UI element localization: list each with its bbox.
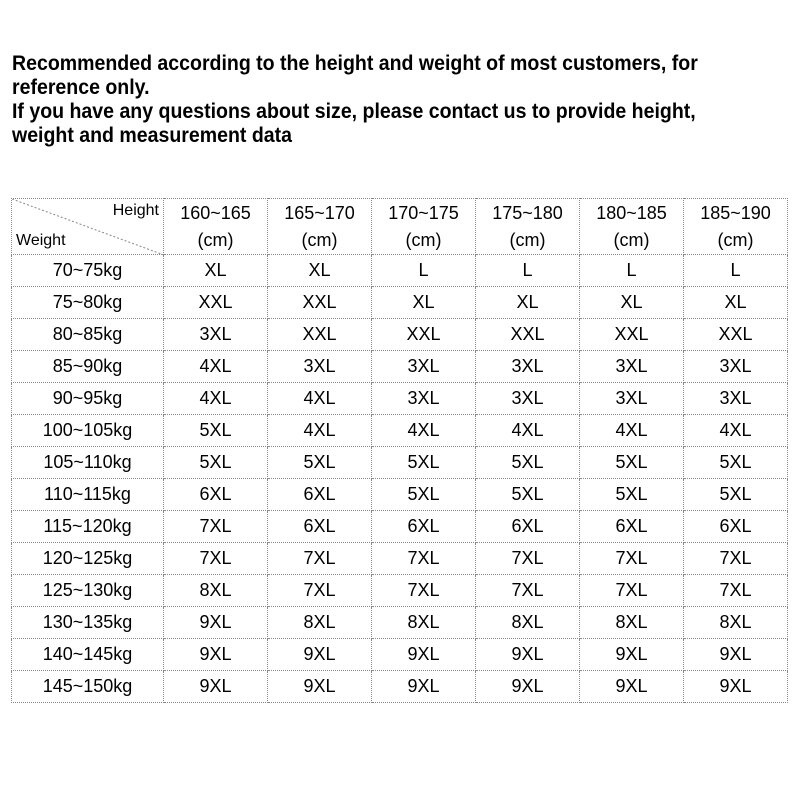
height-column-header: [164, 199, 268, 255]
intro-text: [12, 52, 737, 148]
size-table-body: [12, 255, 788, 703]
table-row: [12, 383, 788, 415]
weight-cell: 145~150kg: [12, 671, 164, 703]
size-cell: 5XL: [684, 479, 788, 511]
size-cell: XL: [684, 287, 788, 319]
size-cell: XL: [268, 255, 372, 287]
size-cell: 9XL: [164, 671, 268, 703]
table-row: [12, 543, 788, 575]
height-unit: (cm): [405, 229, 442, 250]
size-cell: 6XL: [476, 511, 580, 543]
size-cell: XL: [372, 287, 476, 319]
table-row: [12, 511, 788, 543]
size-cell: 9XL: [476, 639, 580, 671]
weight-cell: 75~80kg: [12, 287, 164, 319]
weight-cell: 120~125kg: [12, 543, 164, 575]
table-row: [12, 639, 788, 671]
table-row: [12, 575, 788, 607]
size-cell: 5XL: [476, 479, 580, 511]
height-column-header: [476, 199, 580, 255]
size-cell: 4XL: [580, 415, 684, 447]
weight-cell: 115~120kg: [12, 511, 164, 543]
size-cell: 9XL: [580, 671, 684, 703]
size-cell: 3XL: [476, 351, 580, 383]
size-cell: 6XL: [268, 479, 372, 511]
weight-cell: 70~75kg: [12, 255, 164, 287]
size-cell: 5XL: [164, 447, 268, 479]
size-cell: L: [372, 255, 476, 287]
weight-axis-label: Weight: [16, 232, 66, 249]
size-cell: 3XL: [684, 383, 788, 415]
weight-cell: 125~130kg: [12, 575, 164, 607]
size-cell: 8XL: [372, 607, 476, 639]
corner-cell: [12, 199, 164, 255]
size-cell: 7XL: [164, 543, 268, 575]
size-cell: 3XL: [580, 383, 684, 415]
size-cell: 4XL: [268, 383, 372, 415]
height-unit: (cm): [509, 229, 546, 250]
table-row: [12, 447, 788, 479]
weight-cell: 90~95kg: [12, 383, 164, 415]
size-cell: 9XL: [476, 671, 580, 703]
size-cell: 5XL: [580, 479, 684, 511]
size-cell: 5XL: [580, 447, 684, 479]
size-cell: 5XL: [268, 447, 372, 479]
height-unit: (cm): [197, 229, 234, 250]
size-cell: 3XL: [684, 351, 788, 383]
size-cell: 8XL: [476, 607, 580, 639]
size-cell: 3XL: [372, 383, 476, 415]
size-cell: 8XL: [268, 607, 372, 639]
size-cell: 9XL: [164, 639, 268, 671]
size-cell: L: [476, 255, 580, 287]
size-cell: 7XL: [372, 543, 476, 575]
size-cell: 5XL: [372, 447, 476, 479]
size-cell: XXL: [372, 319, 476, 351]
size-cell: 7XL: [164, 511, 268, 543]
size-cell: XXL: [164, 287, 268, 319]
table-row: [12, 287, 788, 319]
size-cell: 5XL: [372, 479, 476, 511]
size-cell: L: [684, 255, 788, 287]
size-cell: 7XL: [476, 575, 580, 607]
weight-cell: 100~105kg: [12, 415, 164, 447]
size-cell: XL: [580, 287, 684, 319]
size-cell: 6XL: [164, 479, 268, 511]
height-range: 180~185: [596, 202, 667, 223]
size-cell: 7XL: [684, 575, 788, 607]
size-cell: 3XL: [476, 383, 580, 415]
intro-line-2: If you have any questions about size, please contact us to provide height, weight and measurement data: [12, 100, 696, 147]
size-cell: 9XL: [684, 639, 788, 671]
size-cell: 4XL: [372, 415, 476, 447]
size-cell: 3XL: [372, 351, 476, 383]
height-unit: (cm): [613, 229, 650, 250]
size-cell: XXL: [268, 287, 372, 319]
size-cell: XL: [476, 287, 580, 319]
height-column-header: [580, 199, 684, 255]
size-cell: 4XL: [684, 415, 788, 447]
size-cell: L: [580, 255, 684, 287]
size-cell: XXL: [580, 319, 684, 351]
table-row: [12, 351, 788, 383]
size-cell: 7XL: [580, 543, 684, 575]
size-cell: 7XL: [372, 575, 476, 607]
height-unit: (cm): [717, 229, 754, 250]
size-cell: 9XL: [372, 671, 476, 703]
size-cell: 8XL: [684, 607, 788, 639]
height-range: 170~175: [388, 202, 459, 223]
table-row: [12, 255, 788, 287]
height-column-header: [684, 199, 788, 255]
size-cell: 6XL: [268, 511, 372, 543]
height-range: 185~190: [700, 202, 771, 223]
size-cell: 6XL: [372, 511, 476, 543]
table-row: [12, 415, 788, 447]
size-cell: 9XL: [268, 639, 372, 671]
size-cell: 7XL: [476, 543, 580, 575]
size-cell: 7XL: [268, 575, 372, 607]
size-cell: XXL: [476, 319, 580, 351]
size-cell: 9XL: [372, 639, 476, 671]
height-range: 165~170: [284, 202, 355, 223]
size-cell: 4XL: [268, 415, 372, 447]
height-column-header: [372, 199, 476, 255]
header-row: [12, 199, 788, 255]
size-cell: 4XL: [476, 415, 580, 447]
size-cell: XL: [164, 255, 268, 287]
height-range: 175~180: [492, 202, 563, 223]
size-cell: 9XL: [580, 639, 684, 671]
size-cell: 3XL: [580, 351, 684, 383]
height-axis-label: Height: [112, 202, 159, 219]
weight-cell: 80~85kg: [12, 319, 164, 351]
height-range: 160~165: [180, 202, 251, 223]
size-chart-table: [11, 198, 788, 703]
size-cell: 4XL: [164, 383, 268, 415]
size-cell: 7XL: [268, 543, 372, 575]
table-row: [12, 319, 788, 351]
table-row: [12, 607, 788, 639]
size-cell: 4XL: [164, 351, 268, 383]
size-cell: 9XL: [164, 607, 268, 639]
size-cell: 3XL: [164, 319, 268, 351]
size-cell: 5XL: [164, 415, 268, 447]
size-cell: 5XL: [684, 447, 788, 479]
size-cell: 8XL: [580, 607, 684, 639]
size-cell: 3XL: [268, 351, 372, 383]
size-cell: 6XL: [684, 511, 788, 543]
size-cell: 6XL: [580, 511, 684, 543]
size-cell: 8XL: [164, 575, 268, 607]
weight-cell: 130~135kg: [12, 607, 164, 639]
weight-cell: 85~90kg: [12, 351, 164, 383]
size-cell: 5XL: [476, 447, 580, 479]
table-row: [12, 479, 788, 511]
size-cell: 9XL: [268, 671, 372, 703]
weight-cell: 110~115kg: [12, 479, 164, 511]
size-cell: 9XL: [684, 671, 788, 703]
size-cell: 7XL: [684, 543, 788, 575]
table-row: [12, 671, 788, 703]
weight-cell: 105~110kg: [12, 447, 164, 479]
height-column-header: [268, 199, 372, 255]
size-cell: XXL: [268, 319, 372, 351]
weight-cell: 140~145kg: [12, 639, 164, 671]
size-cell: XXL: [684, 319, 788, 351]
intro-line-1: Recommended according to the height and weight of most customers, for reference only.: [12, 52, 698, 99]
size-cell: 7XL: [580, 575, 684, 607]
height-unit: (cm): [301, 229, 338, 250]
